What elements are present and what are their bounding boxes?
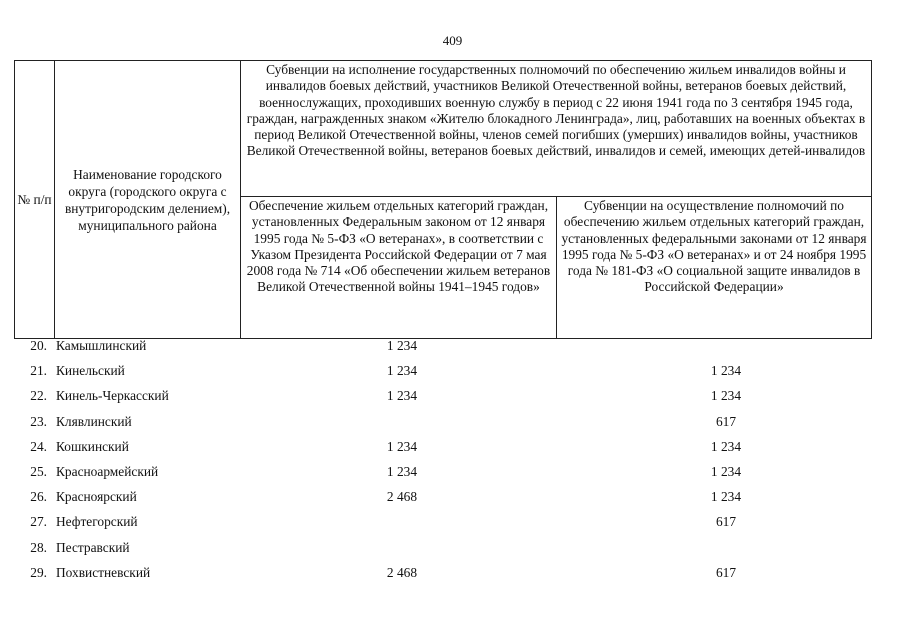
value-col-1: 1 234 xyxy=(386,463,418,479)
table-row xyxy=(14,462,871,487)
table-row xyxy=(14,336,871,361)
district-name: Клявлинский xyxy=(56,413,132,429)
value-col-1: 1 234 xyxy=(386,388,418,404)
district-name: Красноармейский xyxy=(56,463,159,479)
district-name: Кинель-Черкасский xyxy=(56,388,169,404)
value-col-2: 1 234 xyxy=(710,463,742,479)
table-row xyxy=(14,412,871,437)
row-number: 24. xyxy=(30,438,47,454)
district-name: Похвистневский xyxy=(56,564,151,580)
row-number: 28. xyxy=(30,539,47,555)
row-number: 29. xyxy=(30,564,47,580)
header-sub-col-1: Обеспечение жильем отдельных категорий граждан, установленных Федеральным законом от 12 января 1995 года № 5-ФЗ «О ветеранах», в соответствии с Указом Президента Российской Федерации от 7 мая 2008 года № 714 «Об обеспечении жильем ветеранов Великой Отечественной войны 1941–1945 годов» xyxy=(241,197,557,339)
row-number: 22. xyxy=(30,388,47,404)
value-col-1: 2 468 xyxy=(386,564,418,580)
value-col-2: 1 234 xyxy=(710,489,742,505)
table-row xyxy=(14,361,871,386)
value-col-1: 1 234 xyxy=(386,438,418,454)
header-col-number: № п/п xyxy=(15,61,55,339)
subventions-table-header xyxy=(14,60,872,339)
value-col-1: 1 234 xyxy=(386,363,418,379)
table-row xyxy=(14,512,871,537)
row-number: 21. xyxy=(30,363,47,379)
header-col-name: Наименование городского округа (городского округа с внутригородским делением), муниципального района xyxy=(55,61,241,339)
district-name: Камышлинский xyxy=(56,338,147,353)
value-col-2: 617 xyxy=(715,564,737,580)
row-number: 26. xyxy=(30,489,47,505)
value-col-2: 1 234 xyxy=(710,388,742,404)
value-col-2: 1 234 xyxy=(710,363,742,379)
district-name: Красноярский xyxy=(56,489,137,505)
value-col-2: 617 xyxy=(715,413,737,429)
district-name: Кинельский xyxy=(56,363,125,379)
header-group-title: Субвенции на исполнение государственных полномочий по обеспечению жильем инвалидов войны и инвалидов боевых действий, участников Великой Отечественной войны, ветеранов боевых действий, военнослужащих, проходивших военную службу в период с 22 июня 1941 года по 3 сентября 1945 года, граждан, награжденных знаком «Жителю блокадного Ленинграда», лиц, работавших на военных объектах в период Великой Отечественной войны, членов семей погибших (умерших) инвалидов войны, участников Великой Отечественной войны, ветеранов боевых действий, инвалидов и семей, имеющих детей-инвалидов xyxy=(241,61,872,197)
row-number: 20. xyxy=(30,338,47,353)
value-col-1: 1 234 xyxy=(386,338,418,353)
table-row xyxy=(14,538,871,563)
page-number: 409 xyxy=(442,33,463,48)
row-number: 23. xyxy=(30,413,47,429)
row-number: 25. xyxy=(30,463,47,479)
row-number: 27. xyxy=(30,514,47,530)
district-name: Кошкинский xyxy=(56,438,129,454)
district-name: Нефтегорский xyxy=(56,514,138,530)
district-name: Пестравский xyxy=(56,539,130,555)
table-row xyxy=(14,437,871,462)
value-col-2: 617 xyxy=(715,514,737,530)
table-row xyxy=(14,487,871,512)
table-row xyxy=(14,386,871,411)
table-body xyxy=(14,336,871,588)
table-row xyxy=(14,563,871,588)
value-col-2: 1 234 xyxy=(710,438,742,454)
value-col-1: 2 468 xyxy=(386,489,418,505)
header-sub-col-2: Субвенции на осуществление полномочий по обеспечению жильем отдельных категорий граждан, установленных федеральными законами от 12 января 1995 года № 5-ФЗ «О ветеранах» и от 24 ноября 1995 года № 181-ФЗ «О социальной защите инвалидов в Российской Федерации» xyxy=(557,197,872,339)
